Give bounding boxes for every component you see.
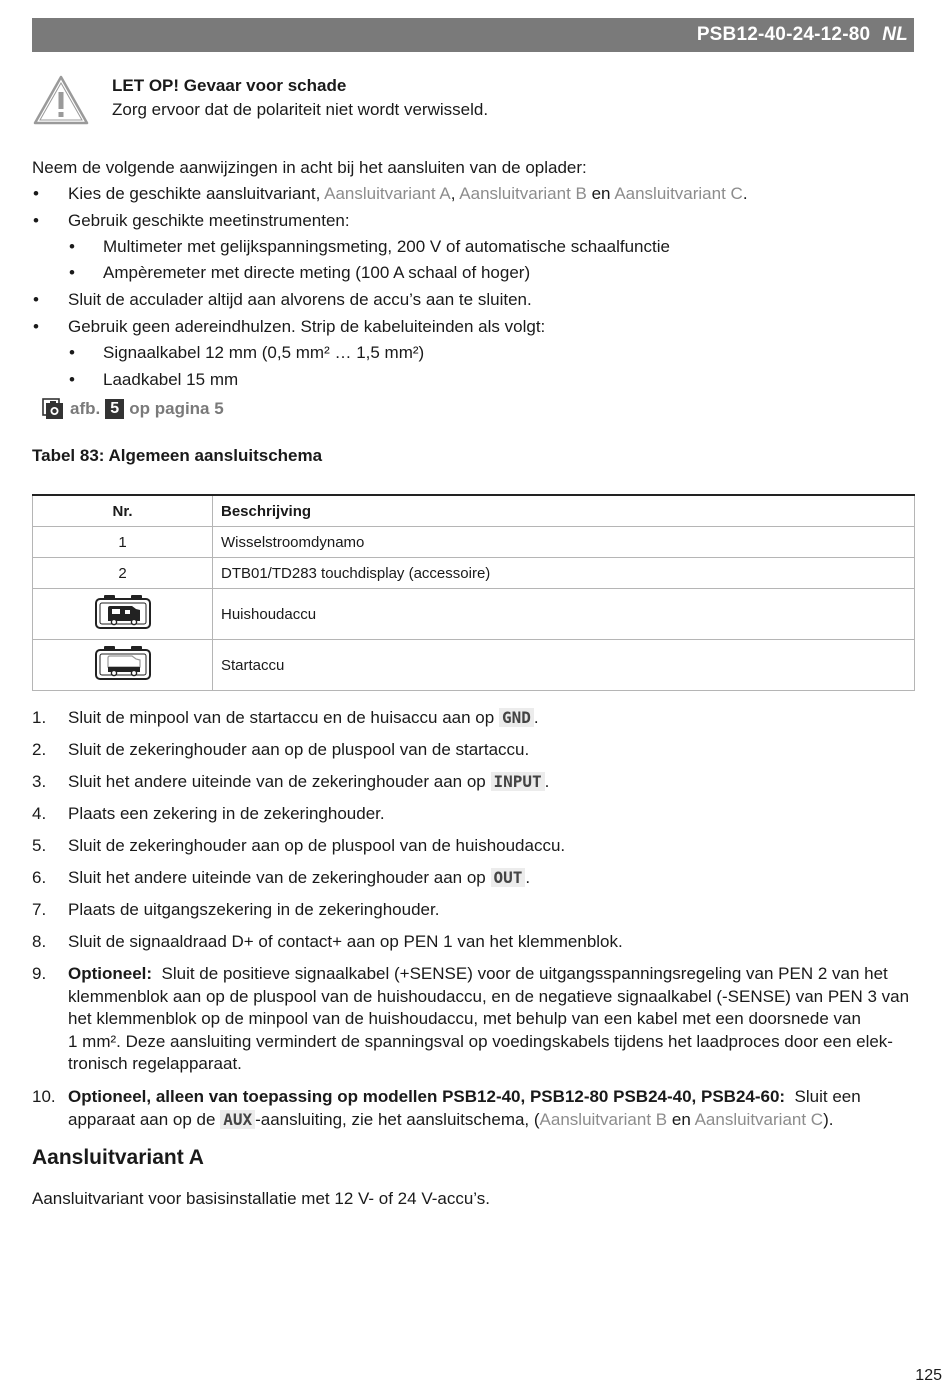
punctuation: . — [742, 184, 748, 203]
bullet-dot: • — [69, 263, 75, 282]
step-text-part: apparaat aan op de — [68, 1109, 216, 1129]
terminal-label-gnd: GND — [499, 708, 534, 727]
household-battery-icon — [94, 594, 152, 630]
bullet-dot: • — [33, 317, 39, 336]
table-cell-nr: 1 — [33, 527, 213, 558]
step-number: 10. — [32, 1087, 56, 1106]
list-item-text: Kies de geschikte aansluitvariant, — [68, 184, 321, 203]
language-code: NL — [882, 24, 908, 45]
list-item: Gebruik geschikte meetinstrumenten: — [68, 211, 350, 230]
page-header — [32, 18, 914, 52]
step-text-part: Sluit het andere uiteinde van de zekeringhouder aan op — [68, 868, 486, 887]
table-cell-nr: 2 — [33, 558, 213, 589]
terminal-label-input: INPUT — [491, 772, 545, 791]
column-header-description: Beschrijving — [213, 495, 915, 527]
conjunction: en — [591, 184, 611, 203]
terminal-label-aux: AUX — [220, 1110, 255, 1129]
step-text — [68, 963, 914, 1076]
figure-number: 5 — [105, 399, 124, 419]
table-cell-icon — [33, 640, 213, 691]
step-number: 7. — [32, 900, 47, 919]
step-line — [68, 963, 914, 986]
step-text: Plaats een zekering in de zekeringhouder. — [68, 804, 385, 823]
table-cell-description: Wisselstroomdynamo — [213, 527, 915, 558]
list-item: Sluit de acculader altijd aan alvorens de accu’s aan te sluiten. — [68, 290, 532, 309]
figure-suffix: op pagina 5 — [129, 399, 224, 418]
sub-list-item: Ampèremeter met directe meting (100 A schaal of hoger) — [103, 263, 531, 282]
link-variant-c[interactable]: Aansluitvariant C — [614, 184, 743, 203]
warning-text: Zorg ervoor dat de polariteit niet wordt verwisseld. — [112, 100, 489, 119]
figure-prefix: afb. — [70, 399, 101, 418]
bullet-dot: • — [33, 211, 39, 230]
figure-reference-link[interactable] — [42, 398, 224, 420]
table-row — [33, 640, 915, 691]
step-line: klemmenblok aan op de pluspool van de huishoudaccu, en de negatieve signaalkabel (-SENSE) van PEN 3 van — [68, 986, 910, 1006]
step-number: 2. — [32, 740, 47, 759]
punctuation: , — [450, 184, 456, 203]
table-cell-icon — [33, 589, 213, 640]
punctuation: . — [544, 772, 550, 791]
step-text: Sluit de zekeringhouder aan op de pluspool van de startaccu. — [68, 740, 530, 759]
bullet-dot: • — [69, 370, 75, 389]
step-text-part: Sluit de positieve signaalkabel (+SENSE) voor de uitgangsspanningsregeling van PEN 2 van het — [161, 964, 888, 983]
bullet-dot: • — [33, 290, 39, 309]
step-text-part: -aansluiting, zie het aansluitschema, ( — [255, 1109, 540, 1129]
step-line — [68, 1086, 914, 1109]
step-text: Sluit de signaaldraad D+ of contact+ aan op PEN 1 van het klemmenblok. — [68, 932, 623, 951]
step-item — [32, 963, 914, 1079]
connection-table — [32, 494, 915, 691]
step-line: tronisch regelapparaat. — [68, 1054, 242, 1073]
step-text: Plaats de uitgangszekering in de zekeringhouder. — [68, 900, 440, 919]
step-bold-label: Optioneel, alleen van toepassing op modellen PSB12-40, PSB12-80 PSB24-40, PSB24-60: — [68, 1087, 786, 1106]
page-number: 125 — [915, 1367, 942, 1384]
step-text — [68, 771, 914, 794]
warning-triangle-icon — [32, 74, 90, 126]
step-line: het klemmenblok op de minpool van de huishoudaccu, met behulp van een kabel met een doorsnede van — [68, 1009, 861, 1028]
starter-battery-icon — [94, 645, 152, 681]
table-cell-description: Startaccu — [213, 640, 915, 691]
step-number: 6. — [32, 868, 47, 887]
table-cell-description: Huishoudaccu — [213, 589, 915, 640]
step-text — [68, 707, 914, 730]
bullet-dot: • — [33, 184, 39, 203]
list-item: Gebruik geen adereindhulzen. Strip de kabeluiteinden als volgt: — [68, 317, 546, 336]
conjunction: en — [671, 1109, 691, 1129]
bullet-dot: • — [69, 237, 75, 256]
list-item — [68, 183, 748, 205]
step-text: Sluit de zekeringhouder aan op de pluspool van de huishoudaccu. — [68, 836, 566, 855]
section-text: Aansluitvariant voor basisinstallatie met 12 V- of 24 V-accu’s. — [32, 1189, 490, 1208]
section-heading: Aansluitvariant A — [32, 1146, 204, 1169]
sub-list-item: Signaalkabel 12 mm (0,5 mm² … 1,5 mm²) — [103, 343, 425, 362]
punctuation: . — [525, 868, 531, 887]
step-line: 1 mm². Deze aansluiting vermindert de spanningsval op voedingskabels tijdens het laadproces door een elek- — [68, 1031, 893, 1051]
step-line — [68, 1109, 914, 1132]
warning-title: LET OP! Gevaar voor schade — [112, 76, 347, 95]
table-caption: Tabel 83: Algemeen aansluitschema — [32, 446, 323, 465]
step-text — [68, 867, 914, 890]
step-number: 3. — [32, 772, 47, 791]
table-row — [33, 527, 915, 558]
table-row — [33, 558, 915, 589]
step-number: 5. — [32, 836, 47, 855]
punctuation: ). — [823, 1109, 834, 1129]
step-text — [68, 1086, 914, 1131]
table-cell-description: DTB01/TD283 touchdisplay (accessoire) — [213, 558, 915, 589]
link-variant-c[interactable]: Aansluitvariant C — [694, 1109, 824, 1129]
step-number: 4. — [32, 804, 47, 823]
bullet-dot: • — [69, 343, 75, 362]
table-header-row — [33, 495, 915, 527]
model-title: PSB12-40-24-12-80 — [696, 24, 871, 45]
step-text-part: Sluit het andere uiteinde van de zekeringhouder aan op — [68, 772, 486, 791]
step-number: 9. — [32, 964, 47, 983]
sub-list-item: Multimeter met gelijkspanningsmeting, 200 V of automatische schaalfunctie — [103, 237, 670, 256]
step-text-part: Sluit de minpool van de startaccu en de huisaccu aan op — [68, 708, 495, 727]
link-variant-b[interactable]: Aansluitvariant B — [539, 1109, 668, 1129]
step-text-part: Sluit een — [794, 1087, 861, 1106]
step-number: 1. — [32, 708, 47, 727]
sub-list-item: Laadkabel 15 mm — [103, 370, 239, 389]
table-row — [33, 589, 915, 640]
camera-icon — [42, 398, 64, 420]
link-variant-a[interactable]: Aansluitvariant A — [324, 184, 451, 203]
step-bold-label: Optioneel: — [68, 964, 153, 983]
terminal-label-out: OUT — [491, 868, 526, 887]
step-number: 8. — [32, 932, 47, 951]
link-variant-b[interactable]: Aansluitvariant B — [459, 184, 587, 203]
punctuation: . — [533, 708, 539, 727]
intro-text: Neem de volgende aanwijzingen in acht bij het aansluiten van de oplader: — [32, 158, 587, 177]
step-item — [32, 1086, 914, 1134]
column-header-nr: Nr. — [33, 495, 213, 527]
